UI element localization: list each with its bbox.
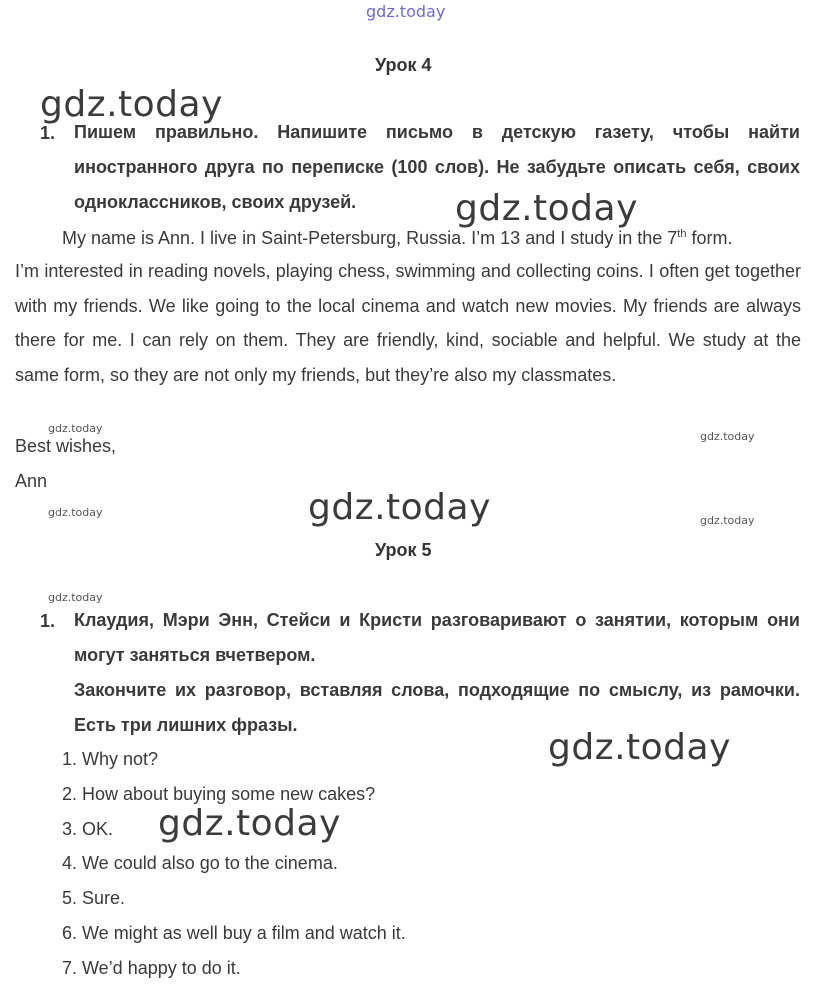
watermark-small: gdz.today <box>48 506 103 519</box>
watermark-big: gdz.today <box>158 803 341 844</box>
lesson-5-task-text-2: Закончите их разговор, вставляя слова, подходящие по смыслу, из рамочки. Есть три лишних фразы. <box>74 680 800 735</box>
watermark-small: gdz.today <box>48 591 103 604</box>
list-item: 1. Why not? <box>62 749 159 769</box>
lesson-4-task-number: 1. <box>40 123 56 143</box>
letter-intro <box>62 228 802 249</box>
letter-intro-text: My name is Ann. I live in Saint-Petersburg, Russia. I’m 13 and I study in the 7 <box>62 228 678 248</box>
list-item: 7. We’d happy to do it. <box>62 958 241 978</box>
watermark-big: gdz.today <box>308 487 491 528</box>
lesson-5-task-number: 1. <box>40 611 56 631</box>
letter-intro-end: form. <box>686 228 733 248</box>
lesson-4-task-text: Пишем правильно. Напишите письмо в детскую газету, чтобы найти иностранного друга по переписке (100 слов). Не забудьте описать себя, своих одноклассников, своих друзей. <box>74 122 800 212</box>
lesson-5-heading: Урок 5 <box>375 540 432 560</box>
list-item: 2. How about buying some new cakes? <box>62 784 376 804</box>
letter-closing: Best wishes, <box>15 436 117 456</box>
list-item: 3. OK. <box>62 819 114 839</box>
watermark-big: gdz.today <box>548 727 731 768</box>
watermark-top: gdz.today <box>366 2 446 21</box>
letter-body: I’m interested in reading novels, playing chess, swimming and collecting coins. I often get together with my friends. We like going to the local cinema and watch new movies. My friends are always there for me. I can rely on them. They are friendly, kind, sociable and helpful. We study at the same form, so they are not only my friends, but they’re also my classmates. <box>15 261 801 385</box>
lesson-4-heading: Урок 4 <box>375 55 432 75</box>
list-item: 6. We might as well buy a film and watch it. <box>62 923 406 943</box>
watermark-big: gdz.today <box>40 84 223 125</box>
list-item: 5. Sure. <box>62 888 126 908</box>
letter-intro-sup: th <box>677 228 687 240</box>
watermark-big: gdz.today <box>455 188 638 229</box>
letter-signature: Ann <box>15 471 48 491</box>
list-item: 4. We could also go to the cinema. <box>62 853 338 873</box>
watermark-small: gdz.today <box>700 430 755 443</box>
watermark-small: gdz.today <box>48 422 103 435</box>
watermark-small: gdz.today <box>700 514 755 527</box>
lesson-5-task-text-1: Клаудия, Мэри Энн, Стейси и Кристи разговаривают о занятии, которым они могут заняться вчетвером. <box>74 610 800 665</box>
